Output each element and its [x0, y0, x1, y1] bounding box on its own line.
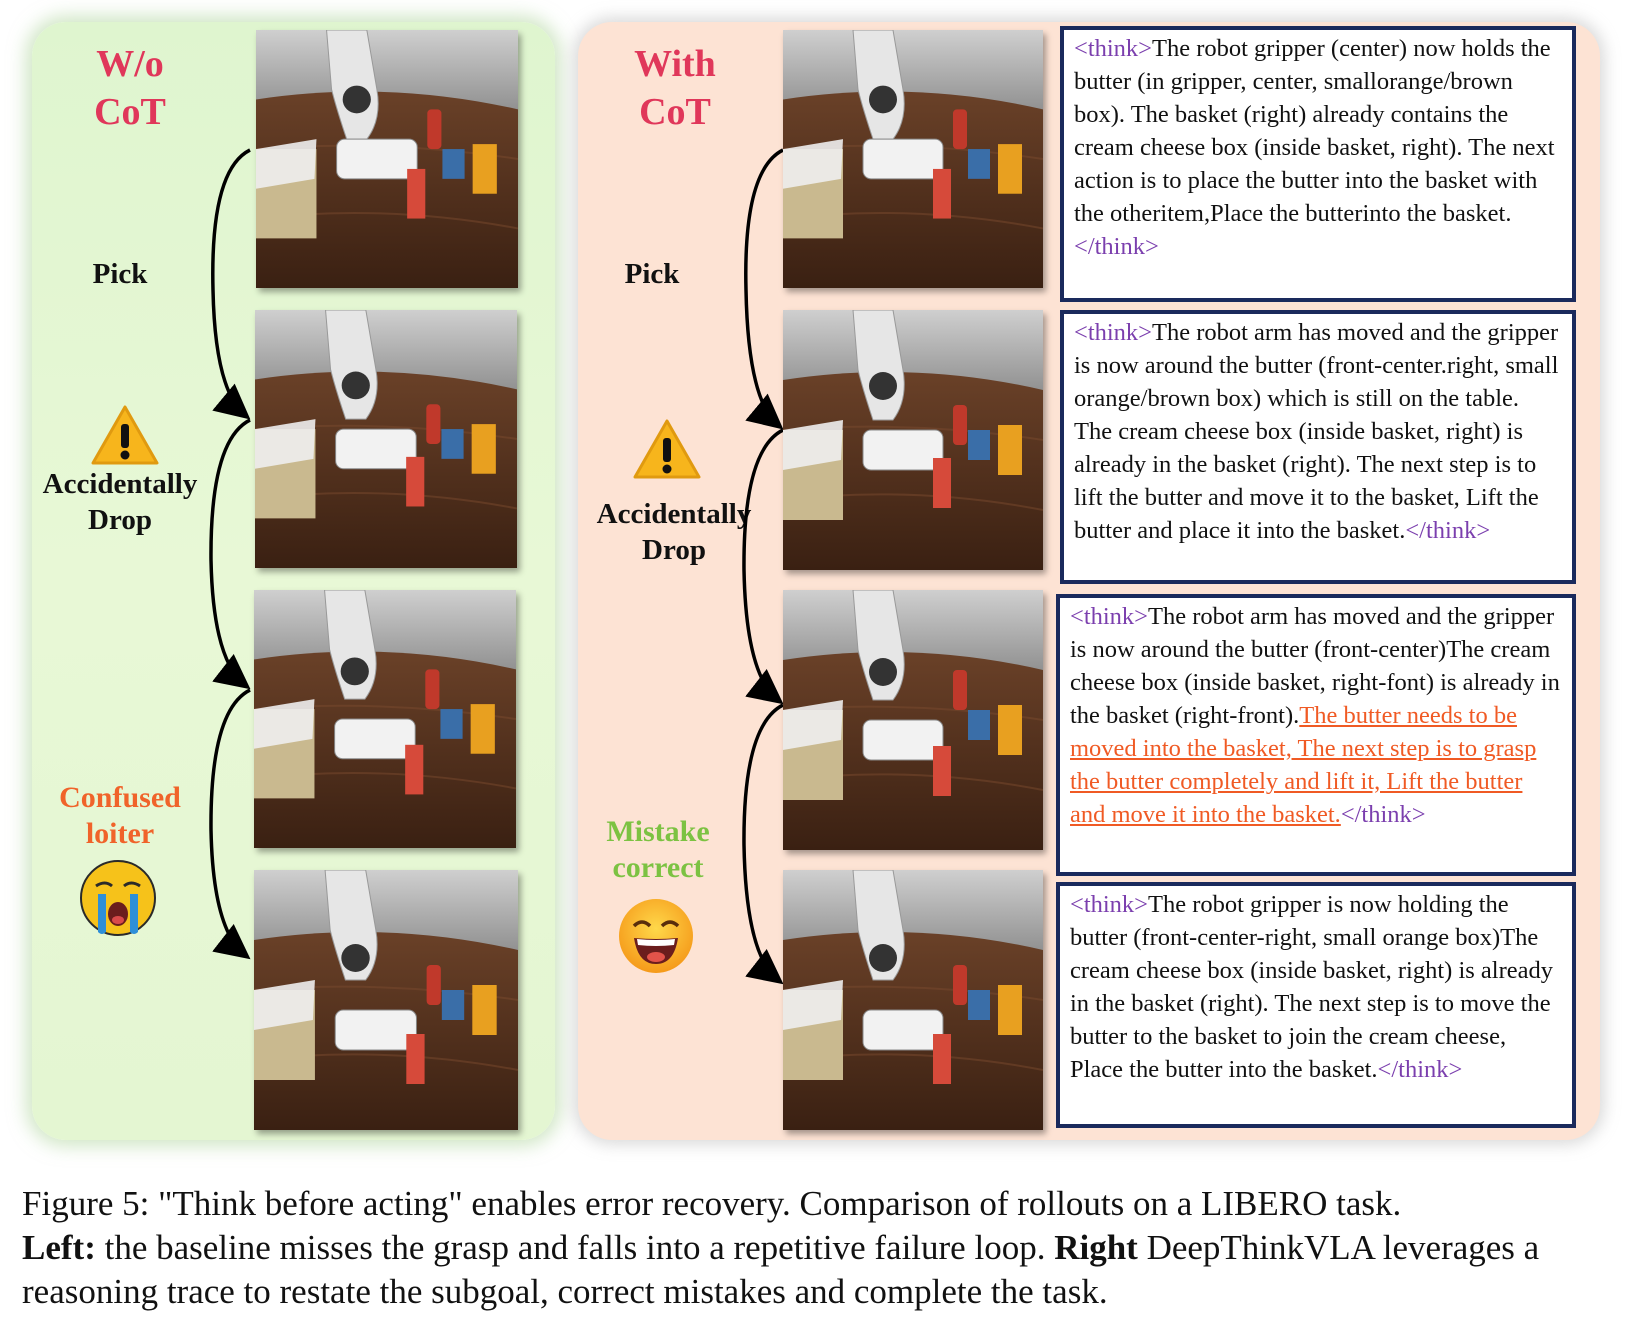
think-text: The robot arm has moved and the gripper is now around the butter (front-center)The cream cheese box (inside basket, right-font) is already in the basket (right-front). — [1070, 603, 1560, 729]
right-frame-4 — [783, 870, 1043, 1130]
right-frame-3 — [783, 590, 1043, 850]
think-box-1 — [1060, 26, 1576, 302]
think-text: The robot arm has moved and the gripper is now around the butter (front-center.right, small orange/brown box) which is still on the table. The cream cheese box (inside basket, right) is already in the basket (right). The next step is to lift the butter and move it to the basket, Lift the butter and place it into the basket. — [1074, 319, 1559, 544]
title-line: CoT — [639, 91, 711, 133]
pick-label: Pick — [92, 258, 148, 290]
mistake-correct-label — [578, 814, 738, 886]
warning-icon — [90, 404, 160, 466]
right-frame-2 — [783, 310, 1043, 570]
think-open-tag: <think> — [1070, 891, 1148, 918]
title-line: CoT — [94, 91, 166, 133]
title-line: With — [634, 43, 716, 85]
caption-right-text: DeepThinkVLA leverages a reasoning trace to restate the subgoal, correct mistakes and complete the task. — [22, 1228, 1540, 1311]
think-open-tag: <think> — [1070, 603, 1148, 630]
grinning-face-icon — [616, 896, 696, 976]
think-close-tag: </think> — [1405, 517, 1491, 544]
label-line: Accidentally — [42, 468, 198, 500]
left-frame-4 — [254, 870, 518, 1130]
left-frame-1 — [256, 30, 518, 288]
accidentally-drop-label — [30, 466, 210, 538]
caption-line: Figure 5: "Think before acting" enables error recovery. Comparison of rollouts on a LIBERO task. — [22, 1184, 1402, 1223]
right-frame-1 — [783, 30, 1043, 288]
think-box-2 — [1060, 310, 1576, 584]
label-line: loiter — [85, 817, 155, 850]
pick-label: Pick — [624, 258, 680, 290]
label-line: Confused — [59, 781, 181, 814]
highlighted-correction-text: The butter needs to be moved into the basket, The next step is to grasp the butter completely and lift it, Lift the butter and move it into the basket. — [1070, 702, 1537, 828]
figure-caption — [22, 1182, 1612, 1314]
title-line: W/o — [96, 43, 164, 85]
think-text: The robot gripper (center) now holds the butter (in gripper, center, smallorange/brown box). The basket (right) already contains the cream cheese box (inside basket, right). The next action is to place the butter into the basket with the otheritem,Place the butterinto the basket. — [1074, 35, 1555, 227]
think-text: The robot gripper is now holding the butter (front-center-right, small orange box)The cream cheese box (inside basket, right) is already in the basket (right). The next step is to move the butter to the basket to join the cream cheese, Place the butter into the basket. — [1070, 891, 1554, 1083]
left-frame-2 — [255, 310, 517, 568]
label-line: correct — [612, 851, 704, 884]
think-box-4 — [1056, 882, 1576, 1128]
think-close-tag: </think> — [1074, 233, 1159, 260]
warning-icon — [632, 418, 702, 480]
with-cot-title — [610, 40, 740, 136]
left-frame-3 — [254, 590, 516, 848]
caption-left-text: the baseline misses the grasp and falls into a repetitive failure loop. — [95, 1228, 1055, 1267]
think-open-tag: <think> — [1074, 35, 1152, 62]
think-close-tag: </think> — [1377, 1056, 1463, 1083]
label-line: Mistake — [606, 815, 710, 848]
think-open-tag: <think> — [1074, 319, 1152, 346]
confused-loiter-label — [40, 780, 200, 852]
label-line: Drop — [642, 534, 706, 566]
caption-right-label: Right — [1054, 1228, 1138, 1267]
without-cot-title — [70, 40, 190, 136]
think-box-3 — [1056, 594, 1576, 876]
label-line: Drop — [88, 504, 152, 536]
think-close-tag: </think> — [1340, 801, 1426, 828]
caption-left-label: Left: — [22, 1228, 96, 1267]
label-line: Accidentally — [596, 498, 752, 530]
crying-face-icon — [78, 858, 158, 938]
